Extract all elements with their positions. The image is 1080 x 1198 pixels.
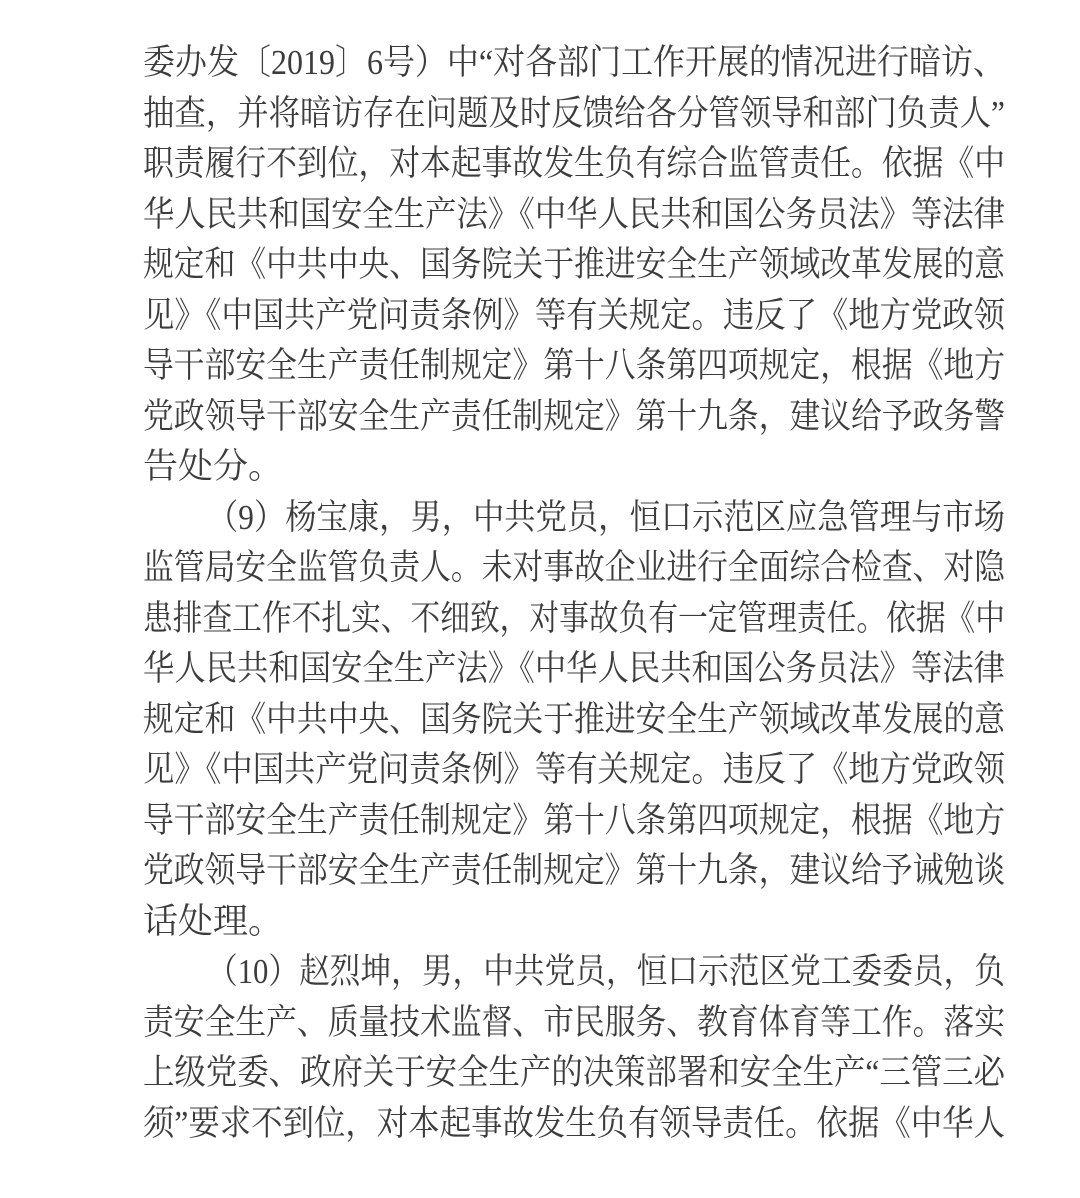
text-line-content: 规定和《中共中央、国务院关于推进安全生产领域改革发展的意 <box>143 699 1005 739</box>
text-line <box>143 89 1005 140</box>
text-line-content: 职责履行不到位，对本起事故发生负有综合监管责任。依据《中 <box>143 144 1005 183</box>
text-line <box>143 1048 1005 1099</box>
text-line <box>143 998 1005 1049</box>
text-line-content: 上级党委、政府关于安全生产的决策部署和安全生产“三管三必 <box>143 1053 1005 1092</box>
text-line <box>143 594 1005 645</box>
text-line-content: 华人民共和国安全生产法》《中华人民共和国公务员法》等法律 <box>143 649 1005 688</box>
text-line <box>143 947 1005 998</box>
text-line-content: 抽查，并将暗访存在问题及时反馈给各分管领导和部门负责人” <box>143 93 1005 133</box>
text-line <box>143 341 1005 392</box>
text-line <box>143 190 1005 241</box>
text-line <box>143 139 1005 190</box>
text-line-content: 党政领导干部安全生产责任制规定》第十九条，建议给予诫勉谈 <box>143 851 1005 890</box>
text-line-content: 委办发〔2019〕6号）中“对各部门工作开展的情况进行暗访、 <box>143 43 1005 82</box>
text-line <box>143 442 1005 493</box>
text-line <box>143 846 1005 897</box>
text-line-content: （9）杨宝康，男，中共党员，恒口示范区应急管理与市场 <box>207 497 1005 537</box>
text-line-content: 导干部安全生产责任制规定》第十八条第四项规定，根据《地方 <box>143 346 1005 385</box>
paragraph <box>143 493 1005 948</box>
text-line-content: 导干部安全生产责任制规定》第十八条第四项规定，根据《地方 <box>143 800 1005 840</box>
text-line <box>143 695 1005 746</box>
text-line-content: 须”要求不到位，对本起事故发生负有领导责任。依据《中华人 <box>143 1103 1005 1143</box>
text-line <box>143 745 1005 796</box>
page-text <box>143 38 1005 1149</box>
text-line <box>143 291 1005 342</box>
text-line <box>143 543 1005 594</box>
text-line-content: 华人民共和国安全生产法》《中华人民共和国公务员法》等法律 <box>143 194 1005 234</box>
text-line-content: 见》《中国共产党问责条例》等有关规定。违反了《地方党政领 <box>143 750 1005 789</box>
text-line <box>143 796 1005 847</box>
paragraph <box>143 947 1005 1149</box>
paragraph <box>143 38 1005 493</box>
text-line-content: 患排查工作不扎实、不细致，对事故负有一定管理责任。依据《中 <box>143 598 1005 638</box>
text-line-content: （10）赵烈坤，男，中共党员，恒口示范区党工委委员，负 <box>207 952 1005 991</box>
text-line <box>143 493 1005 544</box>
text-line-content: 话处理。 <box>143 901 284 941</box>
text-line-content: 见》《中国共产党问责条例》等有关规定。违反了《地方党政领 <box>143 295 1005 335</box>
text-line-content: 规定和《中共中央、国务院关于推进安全生产领域改革发展的意 <box>143 245 1005 284</box>
text-line-content: 党政领导干部安全生产责任制规定》第十九条，建议给予政务警 <box>143 396 1005 436</box>
text-line <box>143 38 1005 89</box>
text-line <box>143 644 1005 695</box>
text-line <box>143 897 1005 948</box>
text-line-content: 告处分。 <box>143 447 284 486</box>
text-line-content: 监管局安全监管负责人。未对事故企业进行全面综合检查、对隐 <box>143 548 1005 587</box>
text-line-content: 责安全生产、质量技术监督、市民服务、教育体育等工作。落实 <box>143 1002 1005 1042</box>
text-line <box>143 392 1005 443</box>
text-line <box>143 240 1005 291</box>
text-line <box>143 1099 1005 1150</box>
